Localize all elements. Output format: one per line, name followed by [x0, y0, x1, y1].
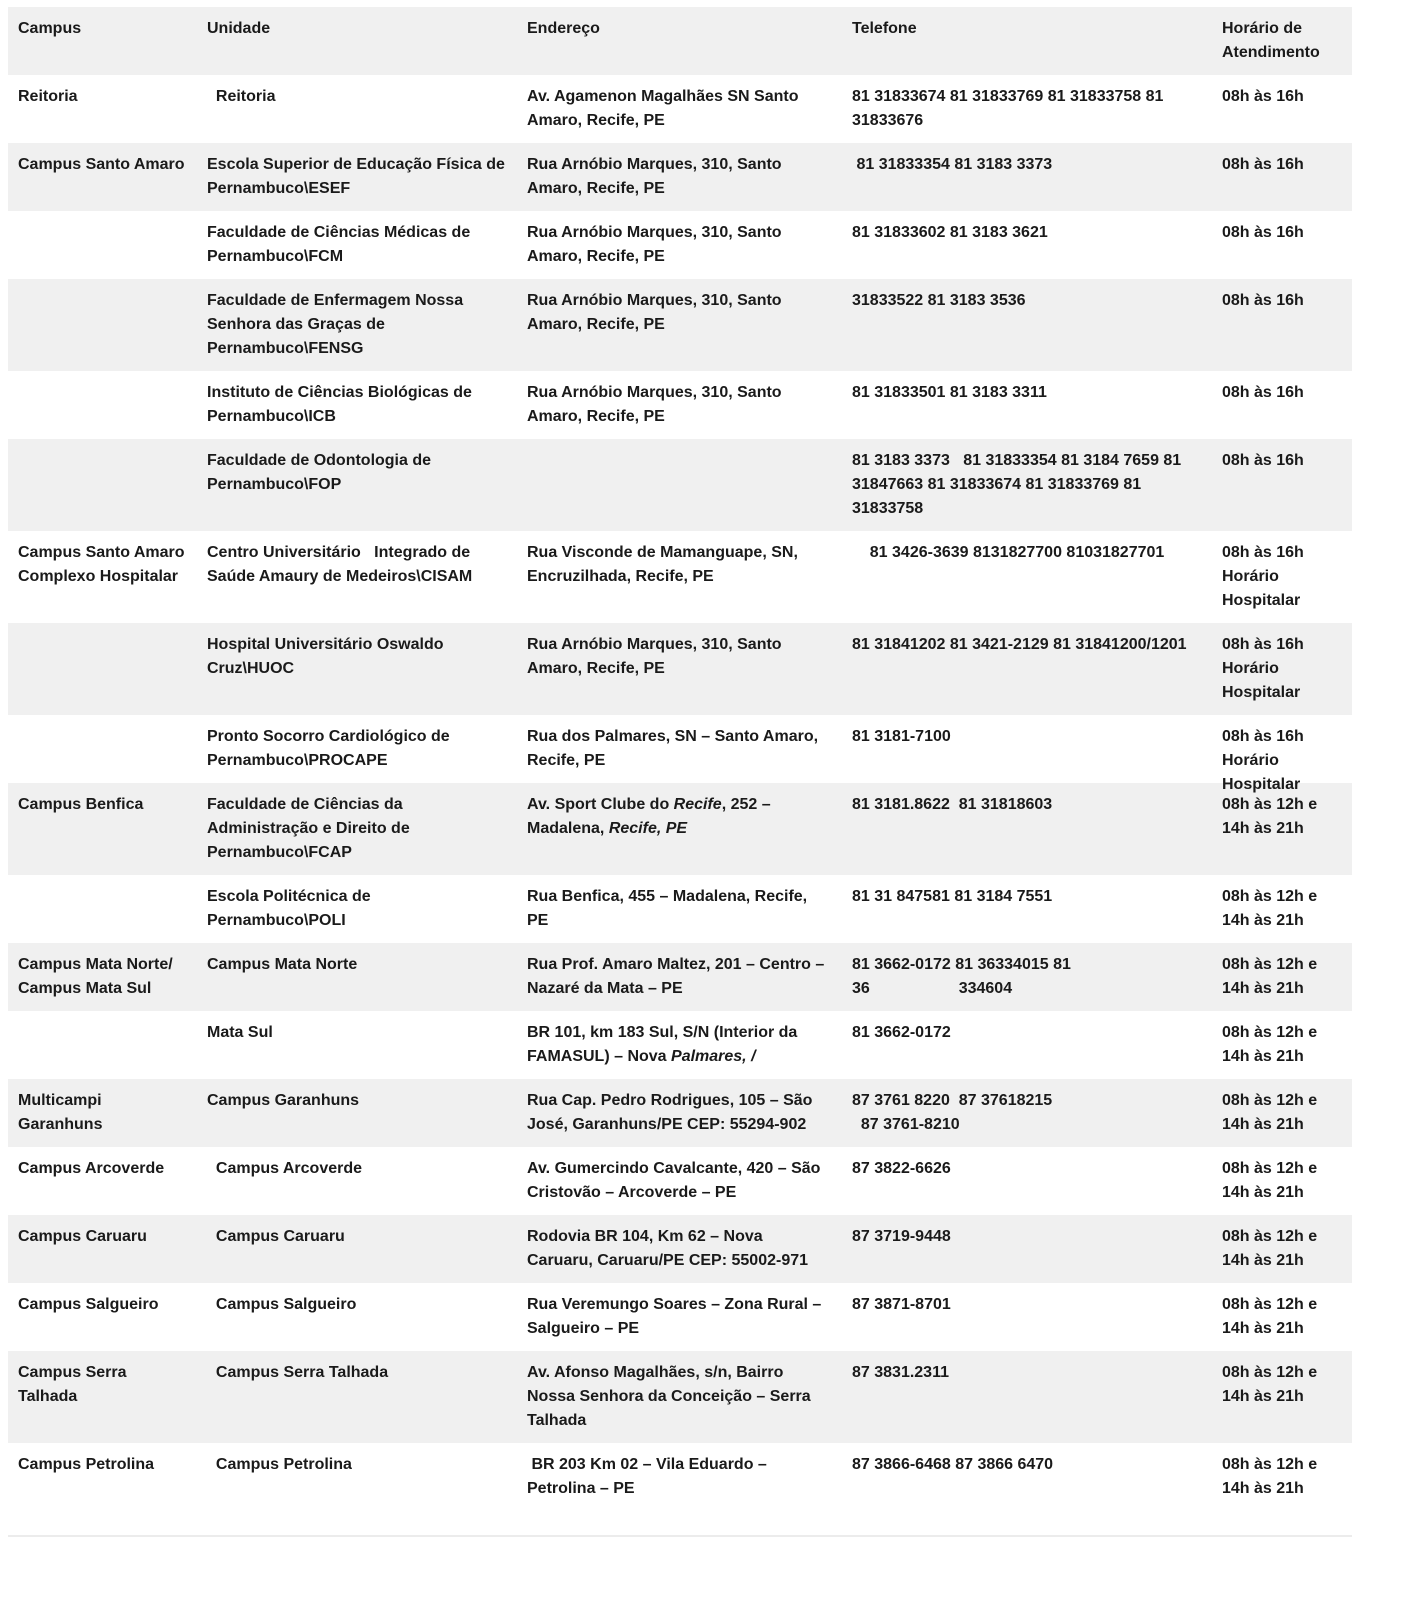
- cell-telefone: 81 31833674 81 31833769 81 31833758 81 31833676: [852, 88, 1164, 129]
- cell-horario: 08h às 12h e 14h às 21h: [1222, 956, 1318, 997]
- cell-unidade: Campus Serra Talhada: [207, 1364, 389, 1381]
- cell-campus: Multicampi Garanhuns: [18, 1092, 103, 1133]
- cell-endereco: Av. Agamenon Magalhães SN Santo Amaro, Recife, PE: [527, 88, 799, 129]
- cell-endereco: Rua Benfica, 455 – Madalena, Recife, PE: [527, 888, 808, 929]
- cell-unidade: Escola Politécnica de Pernambuco\POLI: [207, 888, 371, 929]
- campus-table-container: [8, 7, 1352, 1537]
- table-row: [8, 783, 1352, 875]
- cell-endereco: Rua dos Palmares, SN – Santo Amaro, Recife, PE: [527, 728, 819, 769]
- table-row: [8, 1011, 1352, 1079]
- cell-campus: Campus Salgueiro: [18, 1296, 159, 1313]
- cell-unidade: Faculdade de Odontologia de Pernambuco\FOP: [207, 452, 432, 493]
- table-row: [8, 1443, 1352, 1536]
- table-header-row: [8, 7, 1352, 75]
- cell-campus: Campus Benfica: [18, 796, 144, 813]
- cell-unidade: Centro Universitário Integrado de Saúde Amaury de Medeiros\CISAM: [207, 544, 475, 585]
- table-row: [8, 531, 1352, 623]
- table-row: [8, 1147, 1352, 1215]
- cell-endereco: Rua Prof. Amaro Maltez, 201 – Centro – Nazaré da Mata – PE: [527, 956, 825, 997]
- cell-endereco: Rua Visconde de Mamanguape, SN, Encruzilhada, Recife, PE: [527, 544, 798, 585]
- cell-horario: 08h às 16h: [1222, 156, 1304, 173]
- cell-telefone: 81 3662-0172: [852, 1024, 951, 1041]
- header-unidade: Unidade: [207, 20, 271, 37]
- cell-telefone: 81 31 847581 81 3184 7551: [852, 888, 1053, 905]
- cell-horario: 08h às 12h e 14h às 21h: [1222, 888, 1318, 929]
- cell-telefone: 81 3183 3373 81 31833354 81 3184 7659 81 31847663 81 31833674 81 31833769 81 31833758: [852, 452, 1186, 517]
- cell-telefone: 87 3719-9448: [852, 1228, 951, 1245]
- cell-unidade: Faculdade de Enfermagem Nossa Senhora das Graças de Pernambuco\FENSG: [207, 292, 464, 357]
- cell-campus: [8, 211, 197, 279]
- cell-campus: [8, 279, 197, 371]
- cell-endereco: Rodovia BR 104, Km 62 – Nova Caruaru, Caruaru/PE CEP: 55002-971: [527, 1228, 809, 1269]
- cell-horario: 08h às 16h: [1222, 452, 1304, 469]
- cell-endereco: Rua Arnóbio Marques, 310, Santo Amaro, Recife, PE: [527, 224, 782, 265]
- cell-endereco: Rua Arnóbio Marques, 310, Santo Amaro, Recife, PE: [527, 292, 782, 333]
- cell-endereco: Rua Arnóbio Marques, 310, Santo Amaro, Recife, PE: [527, 156, 782, 197]
- cell-endereco: BR 203 Km 02 – Vila Eduardo – Petrolina – PE: [517, 1443, 842, 1536]
- cell-unidade: Pronto Socorro Cardiológico de Pernambuco\PROCAPE: [207, 728, 450, 769]
- cell-campus: [8, 371, 197, 439]
- cell-unidade: Escola Superior de Educação Física de Pernambuco\ESEF: [207, 156, 505, 197]
- cell-endereco: [517, 783, 842, 875]
- cell-telefone: 81 3181.8622 81 31818603: [852, 796, 1053, 813]
- table-row: [8, 943, 1352, 1011]
- phone-line: 81 3662-0172 81 36334015 81: [852, 956, 1071, 973]
- cell-campus: [8, 623, 197, 715]
- cell-campus: Campus Caruaru: [18, 1228, 147, 1245]
- cell-unidade: Hospital Universitário Oswaldo Cruz\HUOC: [207, 636, 444, 677]
- address-part-italic: Recife, PE: [608, 820, 688, 837]
- cell-unidade: Campus Arcoverde: [207, 1160, 363, 1177]
- header-horario: Horário de Atendimento: [1222, 20, 1320, 61]
- cell-horario: 08h às 12h e 14h às 21h: [1222, 1024, 1318, 1065]
- cell-campus: Campus Arcoverde: [18, 1160, 165, 1177]
- cell-campus: [8, 1011, 197, 1079]
- cell-horario: 08h às 12h e 14h às 21h: [1222, 1160, 1318, 1201]
- table-row: [8, 75, 1352, 143]
- cell-telefone: 31833522 81 3183 3536: [852, 292, 1026, 309]
- cell-endereco: Rua Cap. Pedro Rodrigues, 105 – São José, Garanhuns/PE CEP: 55294-902: [527, 1092, 813, 1133]
- address-part: BR 101, km 183 Sul, S/N (Interior da FAMASUL) – Nova: [527, 1024, 798, 1065]
- cell-telefone: 81 3181-7100: [852, 728, 951, 745]
- phone-line: 36 334604: [852, 980, 1013, 997]
- cell-endereco: Av. Gumercindo Cavalcante, 420 – São Cristovão – Arcoverde – PE: [527, 1160, 821, 1201]
- cell-unidade: Reitoria: [207, 88, 276, 105]
- phone-line: 87 3761-8210: [852, 1116, 960, 1133]
- table-row: [8, 1079, 1352, 1147]
- cell-horario: 08h às 16h: [1222, 292, 1304, 309]
- cell-telefone: 87 3831.2311: [852, 1364, 949, 1381]
- header-endereco: Endereço: [527, 20, 600, 37]
- horario-clipped-text: 08h às 16h Horário Hospitalar: [1222, 728, 1304, 793]
- cell-campus: Campus Santo Amaro Complexo Hospitalar: [18, 544, 185, 585]
- cell-unidade: Campus Caruaru: [207, 1228, 345, 1245]
- cell-endereco: Rua Arnóbio Marques, 310, Santo Amaro, Recife, PE: [527, 384, 782, 425]
- table-row: [8, 371, 1352, 439]
- table-row: [8, 143, 1352, 211]
- cell-endereco: [517, 439, 842, 531]
- cell-telefone: [842, 1079, 1212, 1147]
- table-row: [8, 715, 1352, 783]
- table-row: [8, 439, 1352, 531]
- cell-unidade: Faculdade de Ciências Médicas de Pernambuco\FCM: [207, 224, 471, 265]
- campus-contact-table: [8, 7, 1352, 1537]
- cell-horario: 08h às 12h e 14h às 21h: [1222, 1092, 1318, 1133]
- cell-unidade: Faculdade de Ciências da Administração e Direito de Pernambuco\FCAP: [207, 796, 410, 861]
- cell-telefone: 87 3822-6626: [852, 1160, 951, 1177]
- cell-unidade: Campus Garanhuns: [207, 1092, 360, 1109]
- cell-telefone: 81 31833602 81 3183 3621: [852, 224, 1048, 241]
- header-telefone: Telefone: [852, 20, 917, 37]
- cell-telefone: [842, 943, 1212, 1011]
- cell-horario: 08h às 16h: [1222, 384, 1304, 401]
- cell-campus: Campus Mata Norte/ Campus Mata Sul: [18, 956, 173, 997]
- cell-horario: 08h às 12h e 14h às 21h: [1222, 1364, 1318, 1405]
- phone-line: 87 3761 8220 87 37618215: [852, 1092, 1053, 1109]
- address-part-italic: Palmares, /: [671, 1048, 756, 1065]
- cell-campus: Campus Petrolina: [8, 1443, 197, 1536]
- address-part: Av. Sport Clube do: [527, 796, 674, 813]
- cell-horario: 08h às 12h e 14h às 21h: [1222, 796, 1318, 837]
- cell-unidade: Mata Sul: [207, 1024, 273, 1041]
- cell-endereco: [517, 1011, 842, 1079]
- cell-horario: [1212, 715, 1352, 793]
- cell-horario: 08h às 12h e 14h às 21h: [1212, 1443, 1352, 1536]
- cell-telefone: 81 3426-3639 8131827700 81031827701: [852, 544, 1165, 561]
- cell-endereco: Rua Veremungo Soares – Zona Rural – Salgueiro – PE: [527, 1296, 822, 1337]
- header-campus: Campus: [18, 20, 82, 37]
- table-row: [8, 1283, 1352, 1351]
- table-row: [8, 211, 1352, 279]
- cell-campus: [8, 875, 197, 943]
- cell-unidade: Campus Salgueiro: [207, 1296, 357, 1313]
- cell-horario: 08h às 12h e 14h às 21h: [1222, 1296, 1318, 1337]
- cell-unidade: Instituto de Ciências Biológicas de Pernambuco\ICB: [207, 384, 472, 425]
- cell-horario: 08h às 16h: [1222, 88, 1304, 105]
- cell-unidade: Campus Petrolina: [197, 1443, 517, 1536]
- cell-telefone: 87 3866-6468 87 3866 6470: [842, 1443, 1212, 1536]
- table-row: [8, 1351, 1352, 1443]
- cell-telefone: 81 31841202 81 3421-2129 81 31841200/1201: [852, 636, 1187, 653]
- cell-telefone: 87 3871-8701: [852, 1296, 951, 1313]
- cell-campus: Reitoria: [18, 88, 78, 105]
- table-row: [8, 1215, 1352, 1283]
- cell-horario: 08h às 12h e 14h às 21h: [1222, 1228, 1318, 1269]
- table-row: [8, 623, 1352, 715]
- address-part-italic: Recife: [673, 796, 722, 813]
- cell-campus: Campus Serra Talhada: [18, 1364, 127, 1405]
- cell-campus: [8, 439, 197, 531]
- cell-telefone: 81 31833354 81 3183 3373: [852, 156, 1053, 173]
- table-row: [8, 279, 1352, 371]
- cell-campus: Campus Santo Amaro: [18, 156, 185, 173]
- cell-horario: 08h às 16h Horário Hospitalar: [1222, 544, 1304, 609]
- cell-endereco: Av. Afonso Magalhães, s/n, Bairro Nossa Senhora da Conceição – Serra Talhada: [527, 1364, 811, 1429]
- cell-horario: 08h às 16h Horário Hospitalar: [1222, 636, 1304, 701]
- cell-unidade: Campus Mata Norte: [207, 956, 358, 973]
- table-row: [8, 875, 1352, 943]
- cell-telefone: 81 31833501 81 3183 3311: [852, 384, 1047, 401]
- address-part: , 252 – Madalena,: [527, 796, 771, 837]
- cell-endereco: Rua Arnóbio Marques, 310, Santo Amaro, Recife, PE: [527, 636, 782, 677]
- cell-horario: 08h às 16h: [1222, 224, 1304, 241]
- cell-campus: [8, 715, 197, 783]
